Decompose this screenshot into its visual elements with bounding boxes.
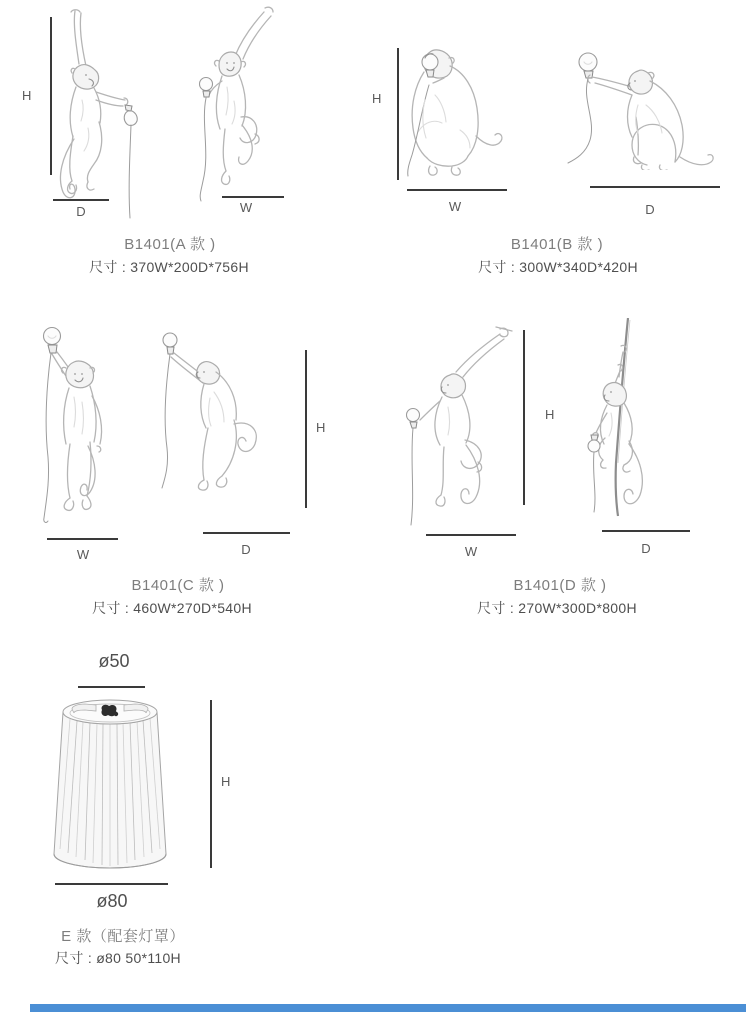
dim-line-e-bottom [55,883,168,885]
dim-label-b-w: W [448,199,462,214]
dim-label-a-w: W [239,200,253,215]
monkey-c-standing-front-illustration [38,322,138,527]
dim-line-c-depth [203,532,290,534]
dim-label-d-h: H [545,407,555,422]
lampshade-illustration [50,696,174,882]
dim-label-b-d: D [645,202,655,217]
monkey-d-rope-hanging-illustration [578,318,690,518]
dim-line-a-height [50,17,52,175]
monkey-c-standing-side-illustration [158,328,270,523]
dim-label-a-d: D [76,204,86,219]
panel-d-title: B1401(D 款 ) [513,577,607,594]
panel-c-size: 尺寸 : 460W*270D*540H [92,600,252,616]
monkey-d-hanging-front-illustration [388,325,518,530]
monkey-b-sitting-front-illustration [400,40,505,192]
panel-a-title: B1401(A 款 ) [124,236,216,253]
dim-line-b-width [407,189,507,191]
dim-label-e-h: H [221,774,231,789]
top-diameter-label: ø50 [98,651,130,671]
dim-line-a-width [222,196,284,198]
dim-line-e-height [210,700,212,868]
panel-c-title: B1401(C 款 ) [131,577,225,594]
dim-line-c-width [47,538,118,540]
bottom-diameter-label: ø80 [96,891,128,911]
dim-label-b-h: H [372,91,382,106]
monkey-a-hanging-front-illustration [193,5,288,205]
panel-a-size: 尺寸 : 370W*200D*756H [89,259,249,275]
dim-line-b-height [397,48,399,180]
dim-line-d-height [523,330,525,505]
panel-b-title: B1401(B 款 ) [510,236,604,253]
panel-e-size: 尺寸 : ø80 50*110H [55,950,181,966]
monkey-a-hanging-side-illustration [55,8,140,220]
panel-e-title: E 款（配套灯罩） [61,928,185,945]
dim-label-c-w: W [76,547,90,562]
dim-label-d-d: D [641,541,651,556]
dim-line-c-height [305,350,307,508]
panel-d-size: 尺寸 : 270W*300D*800H [477,600,637,616]
dim-line-a-depth [53,199,109,201]
dim-line-e-top [78,686,145,688]
dim-line-d-width [426,534,516,536]
panel-b-size: 尺寸 : 300W*340D*420H [478,259,638,275]
dim-label-c-d: D [241,542,251,557]
dim-label-d-w: W [464,544,478,559]
dim-line-b-depth [590,186,720,188]
dim-line-d-depth [602,530,690,532]
monkey-b-sitting-side-illustration [520,45,715,170]
bottom-accent-bar [30,1004,746,1012]
dim-label-a-h: H [22,88,32,103]
dim-label-c-h: H [316,420,326,435]
